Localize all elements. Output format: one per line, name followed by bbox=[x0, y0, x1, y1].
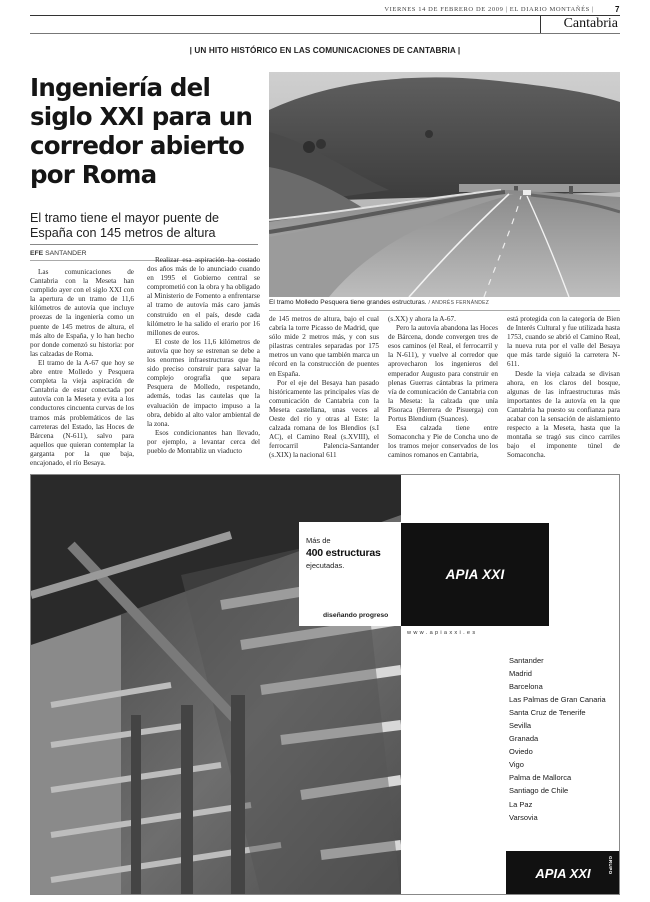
top-rule bbox=[30, 15, 620, 16]
article-subhead: El tramo tiene el mayor puente de España con 145 metros de altura bbox=[30, 211, 220, 240]
paragraph: El coste de los 11,6 kilómetros de autovía que hoy se estrenan se debe a los enormes infraestructuras que ha sido preciso construir para salvar la complejo orografía que separa Pesquera de Molledo, respetando, además, todas las cautelas que la evaluación de impacto impuso a la obra, debido al alto valor ambiental de la zona. bbox=[147, 337, 260, 428]
caption-rule bbox=[269, 310, 620, 311]
page-number: 7 bbox=[614, 5, 620, 14]
ad-website: www.apiaxxi.es bbox=[407, 630, 478, 636]
paragraph: Por el eje del Besaya han pasado históricamente las principales vías de comunicación de Cantabria con la Meseta castellana, unas veces al Oeste del río y otras al Este: la calzada romana de los Blendios (s.I AC), el Camino Real (s.XVIII), el ferrocarril Palencia-Santander (s.XIX) la nacional 611 bbox=[269, 378, 379, 460]
article-column-4 bbox=[388, 315, 498, 468]
brand-logo: APIA XXI bbox=[401, 523, 549, 626]
city-item: Santander bbox=[509, 656, 544, 665]
city-item: Oviedo bbox=[509, 747, 533, 757]
city-item: Palma de Mallorca bbox=[509, 773, 572, 783]
office-cities-list bbox=[509, 654, 620, 824]
city-item: Las Palmas de Gran Canaria bbox=[509, 695, 606, 705]
city-item: Barcelona bbox=[509, 682, 543, 692]
article-column-1 bbox=[30, 268, 134, 468]
city-item: Vigo bbox=[509, 760, 524, 770]
photo-credit-name: ANDRÉS FERNÁNDEZ bbox=[431, 300, 490, 306]
subhead-rule bbox=[30, 244, 258, 245]
photo-caption bbox=[269, 299, 620, 306]
group-label: GRUPO bbox=[608, 856, 613, 875]
article-headline: Ingeniería del siglo XXI para un corredor abierto por Roma bbox=[30, 73, 253, 189]
article-column-3 bbox=[269, 315, 379, 468]
byline-agency: EFE bbox=[30, 250, 44, 257]
byline-place: SANTANDER bbox=[45, 250, 87, 257]
paragraph: Pero la autovía abandona las Hoces de Bárcena, donde convergen tres de esos caminos (el Real, el ferrocarril y la N-611), y vuelve al corredor que aprovecharon los ingenieros del emperador Augusto para construir en plenas Guerras cántabras la primera vía de comunicación de Cantabria con la Meseta: la calzada que unía Pisoraca (Herrera de Pisuerga) con Portus Blendium (Suances). bbox=[388, 324, 498, 424]
paragraph: Esa calzada tiene entre Somaconcha y Pie de Concha uno de los tramos mejor conservados de los caminos romanos en Cantabria, bbox=[388, 424, 498, 460]
group-logo bbox=[506, 851, 620, 895]
article-column-2 bbox=[147, 256, 260, 468]
caption-text: El tramo Molledo Pesquera tiene grandes estructuras. bbox=[269, 299, 427, 306]
paragraph: (s.XX) y ahora la A-67. bbox=[388, 315, 456, 323]
city-item: Santiago de Chile bbox=[509, 786, 569, 796]
ad-slogan: diseñando progreso bbox=[323, 612, 389, 619]
city-item: Madrid bbox=[509, 669, 532, 679]
paragraph: de 145 metros de altura, bajo el cual cabría la torre Picasso de Madrid, que sólo mide 2 metros más, y con sus pilastras centrales separadas por 175 metros un vano que también marca un récord en la construcción de puentes en España. bbox=[269, 315, 379, 378]
ad-line-3: ejecutadas. bbox=[306, 561, 345, 570]
dateline: VIERNES 14 DE FEBRERO DE 2009 | EL DIARIO MONTAÑÉS | bbox=[384, 6, 594, 13]
city-item: La Paz bbox=[509, 799, 533, 809]
city-item: Santa Cruz de Tenerife bbox=[509, 708, 586, 718]
paragraph: está protegida con la categoría de Bien de Interés Cultural y fue utilizada hasta 1753, cuando se abrió el Camino Real, la nueva ruta por el valle del Besaya que más tarde siguió la carretera N-611. bbox=[507, 315, 620, 369]
paragraph: Realizar esa aspiración ha costado dos años más de lo anunciado cuando en 1995 el Gobierno central se comprometió con la obra y ha obligado al Ministerio de Fomento a enfrentarse al tramo de autovía más caro jamás construido en el país, desde cada kilómetro le ha salido el erario por 16 millones de euros. bbox=[147, 256, 260, 337]
paragraph: Desde la vieja calzada se divisan ahora, en los claros del bosque, algunas de las infraestructuras más importantes de la autovía en la que Cantabria ha puesto su confianza para acabar con la sensación de aislamiento respecto a la Meseta, hasta que la montaña se tragó sus cinco carriles bajo el imponente túnel de Somaconcha. bbox=[507, 369, 620, 460]
highway-photo bbox=[269, 72, 620, 297]
city-item: Sevilla bbox=[509, 721, 532, 731]
article-kicker: | UN HITO HISTÓRICO EN LAS COMUNICACIONES DE CANTABRIA | bbox=[189, 46, 461, 55]
city-item: Granada bbox=[509, 734, 539, 744]
advertisement bbox=[30, 474, 620, 895]
section-name: Cantabria bbox=[540, 16, 618, 34]
group-logo-text: APIA XXI bbox=[535, 865, 591, 881]
section-rule bbox=[30, 33, 620, 34]
ad-line-1: Más de bbox=[306, 536, 331, 545]
ad-line-2: 400 estructuras bbox=[306, 547, 381, 559]
paragraph: Esos condicionantes han llevado, por ejemplo, a levantar cerca del pueblo de Montabliz un viaducto bbox=[147, 428, 260, 455]
article-column-5 bbox=[507, 315, 620, 468]
highway-photo-image bbox=[269, 72, 620, 297]
city-item: Varsovia bbox=[509, 812, 538, 822]
paragraph: Las comunicaciones de Cantabria con la Meseta han cumplido ayer con el siglo XXI con la apertura de un tramo de 11,6 kilómetros de autovía que incluye proezas de la ingeniería como un puente de 145 metros de altura, el más alto de España, y lo han hecho por donde comenzó su historia: por las calzadas de Roma. bbox=[30, 268, 134, 358]
paragraph: El tramo de la A-67 que hoy se abre entre Molledo y Pesquera completa la vieja aspiración de Cantabria de estar conectada por autovía con la Meseta y evita a los conductores cincuenta curvas de los tramos más problemáticos de las carreteras del Estado, las Hoces de Bárcena (N-611), salvo para aquellos que quieran contemplar la garganta por la que baja, encajonado, el río Besaya. bbox=[30, 358, 134, 467]
photo-credit: / ANDRÉS FERNÁNDEZ bbox=[428, 300, 490, 306]
